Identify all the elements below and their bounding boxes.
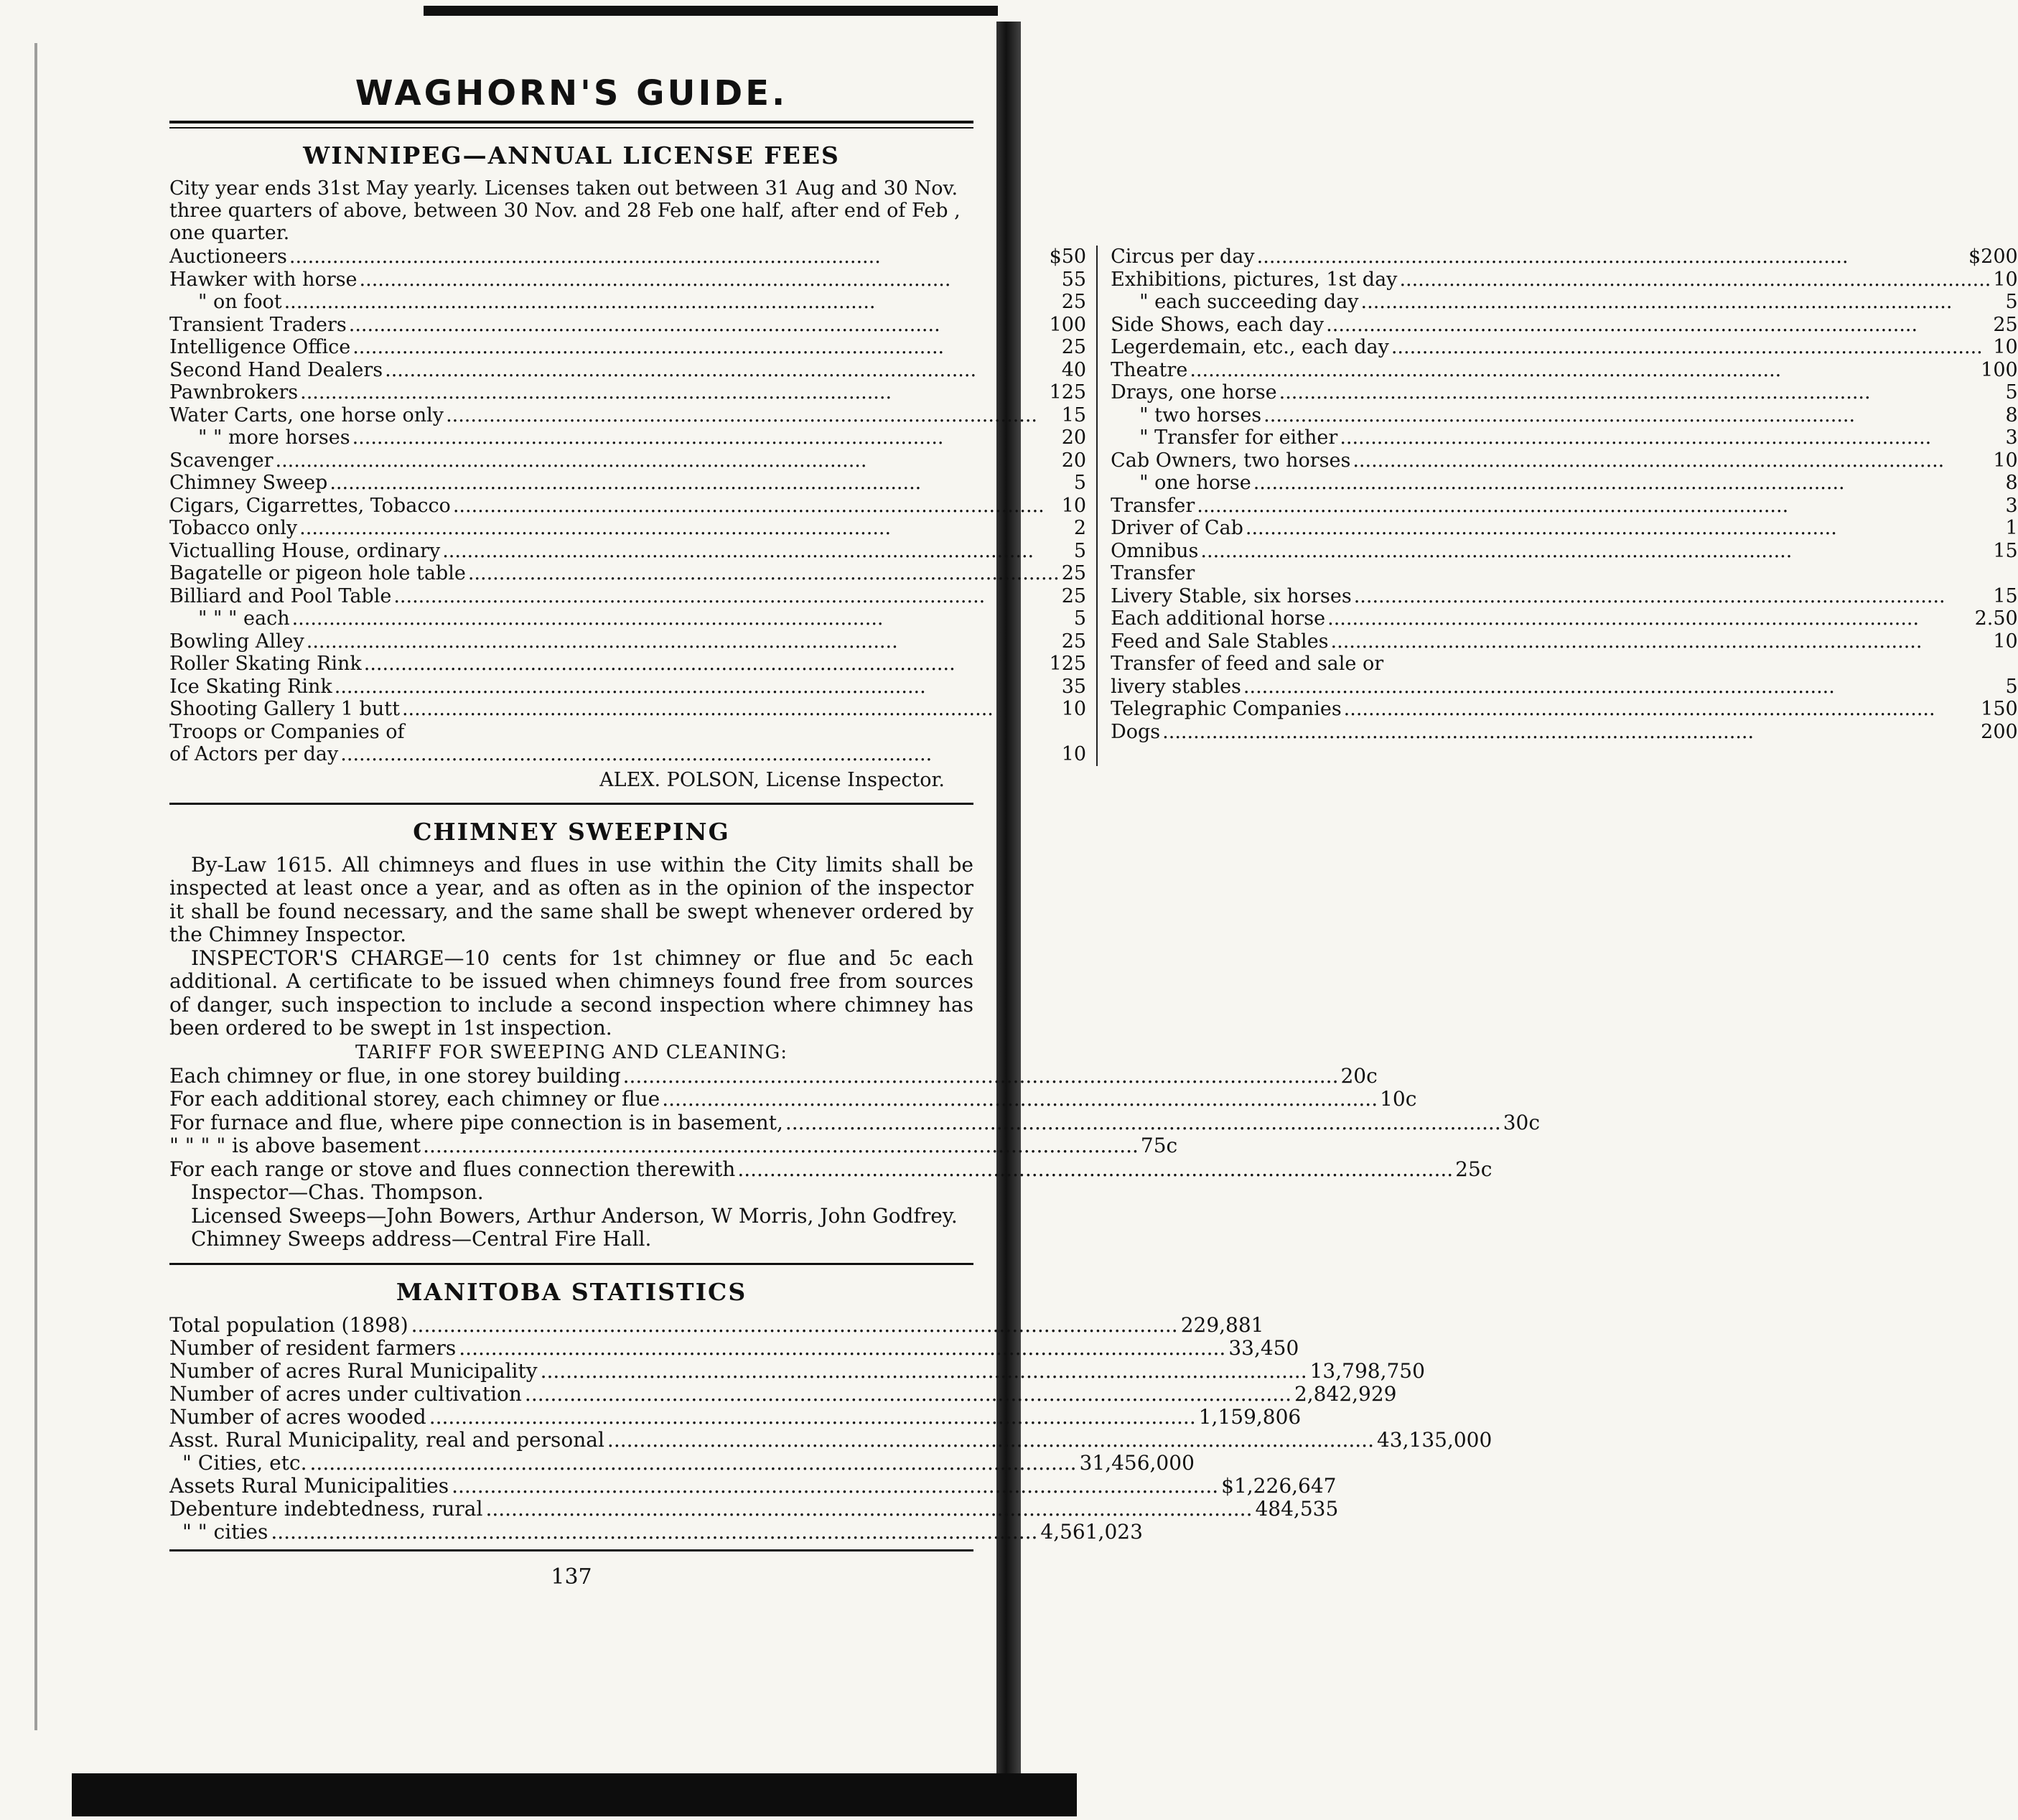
stat-value: $1,226,647: [1221, 1473, 1337, 1498]
stat-label: Number of acres wooded: [169, 1404, 426, 1429]
manitoba-heading: MANITOBA STATISTICS: [396, 1277, 747, 1306]
fee-label: Hawker with horse: [169, 268, 358, 291]
leader-dots: [1353, 449, 1991, 472]
tariff-row: [169, 1063, 1378, 1088]
fee-label: Cigars, Cigarrettes, Tobacco: [169, 494, 451, 517]
stat-value: 33,450: [1228, 1335, 1299, 1360]
fee-row: [169, 721, 1086, 744]
fee-row: [169, 426, 1086, 449]
stat-label: Assets Rural Municipalities: [169, 1473, 449, 1498]
fee-label: Dogs: [1111, 720, 1161, 743]
leader-dots: [310, 1452, 1077, 1475]
tariff-label: Each chimney or flue, in one storey building: [169, 1063, 621, 1088]
fee-row: [169, 381, 1086, 404]
fee-row: [1111, 562, 2018, 585]
tariff-label: " " " " is above basement: [169, 1134, 421, 1157]
fee-row: [1111, 404, 2018, 427]
fee-value: 15: [1993, 539, 2018, 562]
fee-label: Drays, one horse: [1111, 381, 1277, 403]
fee-label: " " " each: [198, 607, 290, 630]
leader-dots: [411, 1314, 1178, 1337]
leader-dots: [349, 314, 1047, 337]
section-rule: [169, 1263, 973, 1265]
stat-label: Debenture indebtedness, rural: [169, 1496, 483, 1521]
manitoba-stats-list: [169, 1312, 1493, 1544]
fee-row: [169, 562, 1086, 585]
fee-row: [1111, 607, 2018, 630]
fee-value: 10: [1061, 743, 1087, 765]
fee-label: Victualling House, ordinary: [169, 539, 441, 562]
fee-value: 25: [1993, 313, 2018, 336]
fee-value: 20: [1061, 449, 1087, 472]
fee-row: [169, 517, 1086, 540]
leader-dots: [1253, 472, 2004, 495]
stat-label: Number of acres Rural Municipality: [169, 1358, 538, 1383]
stat-value: 31,456,000: [1079, 1450, 1195, 1475]
fee-value: 8: [2005, 403, 2018, 426]
inspector-charge-paragraph: INSPECTOR'S CHARGE—10 cents for 1st chimney or flue and 5c each additional. A certificate to be issued when chimneys found free from sources of danger, such inspection to include a second inspection where chimney has been ordered to be swept in 1st inspection.: [169, 946, 973, 1040]
fee-row: [169, 585, 1086, 608]
leader-dots: [402, 698, 1060, 721]
leader-dots: [607, 1429, 1374, 1452]
leader-dots: [300, 381, 1047, 404]
fee-value: 2.50: [1974, 607, 2018, 630]
stat-row: [169, 1404, 1302, 1429]
leader-dots: [292, 607, 1072, 630]
stat-label: Asst. Rural Municipality, real and personal: [169, 1427, 604, 1452]
sweeps-address-line: Chimney Sweeps address—Central Fire Hall.: [191, 1227, 652, 1251]
fee-label: Omnibus: [1111, 539, 1199, 562]
fee-row: [169, 676, 1086, 699]
fee-value: 5: [1073, 607, 1087, 630]
leader-dots: [1263, 404, 2003, 427]
leader-dots: [1391, 336, 1991, 359]
fee-value: 10: [1993, 630, 2018, 653]
fee-value: 5: [1073, 472, 1087, 494]
stat-row: [169, 1335, 1299, 1360]
fee-value: 15: [1993, 584, 2018, 607]
fee-row: [1111, 246, 2018, 269]
leader-dots: [423, 1134, 1139, 1158]
fee-value: $200: [1968, 246, 2018, 268]
fee-value: 1: [2005, 517, 2018, 539]
fee-label: Second Hand Dealers: [169, 358, 383, 381]
leader-dots: [385, 359, 1060, 382]
stat-row: [169, 1519, 1143, 1544]
leader-dots: [429, 1406, 1196, 1429]
fee-row: [169, 314, 1086, 337]
footer-rule: [169, 1549, 973, 1551]
leader-dots: [446, 404, 1060, 427]
fee-label: Cab Owners, two horses: [1111, 449, 1351, 472]
fee-value: 15: [1061, 403, 1087, 426]
page-number: 137: [551, 1564, 592, 1590]
fee-label: Water Carts, one horse only: [169, 403, 444, 426]
leader-dots: [485, 1498, 1252, 1521]
fee-label: Theatre: [1111, 358, 1188, 381]
leader-dots: [299, 517, 1072, 540]
stat-value: 1,159,806: [1198, 1404, 1302, 1429]
leader-dots: [1162, 721, 1979, 744]
fee-row: [169, 472, 1086, 495]
fee-row: [169, 607, 1086, 630]
fee-row: [1111, 698, 2018, 721]
fee-label: " one horse: [1139, 472, 1251, 494]
fee-row: [169, 246, 1086, 269]
fee-value: 10: [1993, 336, 2018, 358]
scan-edge-bottom: [72, 1773, 1077, 1816]
fees-left-column: [169, 246, 1098, 766]
fee-row: [1111, 449, 2018, 472]
fee-row: [169, 404, 1086, 427]
tariff-value: 75c: [1140, 1134, 1178, 1157]
fee-value: 25: [1061, 630, 1087, 653]
tariff-row: [169, 1134, 1178, 1158]
leader-dots: [525, 1383, 1291, 1406]
license-fees-heading: WINNIPEG—ANNUAL LICENSE FEES: [303, 141, 840, 169]
chimney-heading: CHIMNEY SWEEPING: [413, 817, 730, 846]
stat-row: [169, 1473, 1337, 1498]
leader-dots: [1257, 246, 1966, 269]
fee-value: 5: [2005, 675, 2018, 698]
fee-value: 25: [1061, 584, 1087, 607]
fee-row: [169, 743, 1086, 766]
leader-dots: [1327, 607, 1972, 630]
stat-value: 43,135,000: [1376, 1427, 1493, 1452]
fee-row: [1111, 585, 2018, 608]
fee-value: 100: [1049, 313, 1087, 336]
leader-dots: [1197, 495, 2003, 518]
leader-dots: [393, 585, 1059, 608]
fee-label: of Actors per day: [169, 743, 339, 765]
leader-dots: [737, 1158, 1453, 1182]
license-fees-intro: City year ends 31st May yearly. Licenses taken out between 31 Aug and 30 Nov. three quarters of above, between 30 Nov. and 28 Feb one half, after end of Feb , one quarter.: [169, 177, 961, 244]
stat-row: [169, 1427, 1493, 1452]
leader-dots: [364, 653, 1047, 676]
fee-label: Circus per day: [1111, 246, 1255, 268]
leader-dots: [289, 246, 1047, 269]
fee-row: [169, 698, 1086, 721]
fee-row: [1111, 540, 2018, 563]
tariff-row: [169, 1087, 1417, 1111]
leader-dots: [1190, 359, 1979, 382]
fee-value: 100: [1981, 358, 2018, 381]
leader-dots: [1399, 269, 1991, 291]
fee-row: [1111, 653, 2018, 676]
chimney-bylaw-paragraph: By-Law 1615. All chimneys and flues in use within the City limits shall be inspected at least once a year, and as often as in the opinion of the inspector it shall be found necessary, and the same shall be swept whenever ordered by the Chimney Inspector.: [169, 852, 973, 946]
stat-value: 484,535: [1255, 1496, 1339, 1521]
tariff-value: 30c: [1503, 1110, 1541, 1134]
section-rule: [169, 803, 973, 805]
fee-label: Livery Stable, six horses: [1111, 584, 1352, 607]
fee-row: [1111, 381, 2018, 404]
scan-edge-left: [34, 43, 37, 1730]
fee-value: 8: [2005, 472, 2018, 494]
fee-label: Transfer: [1111, 562, 1195, 584]
stat-value: 4,561,023: [1040, 1519, 1143, 1544]
fee-row: [169, 449, 1086, 472]
fee-row: [1111, 336, 2018, 359]
fee-value: $50: [1049, 246, 1087, 268]
fee-label: Bowling Alley: [169, 630, 304, 653]
stat-value: 229,881: [1180, 1312, 1264, 1337]
leader-dots: [785, 1111, 1501, 1135]
fee-row: [169, 359, 1086, 382]
fee-label: Each additional horse: [1111, 607, 1326, 630]
fee-row: [1111, 676, 2018, 699]
stat-value: 2,842,929: [1294, 1381, 1397, 1406]
fee-row: [169, 540, 1086, 563]
fee-value: 10: [1993, 268, 2018, 291]
fee-label: Shooting Gallery 1 butt: [169, 698, 400, 720]
fee-label: " each succeeding day: [1139, 291, 1359, 313]
fee-row: [1111, 517, 2018, 540]
tariff-value: 25c: [1455, 1157, 1493, 1181]
fee-value: 35: [1061, 675, 1087, 698]
fee-row: [1111, 630, 2018, 653]
tariff-label: For each range or stove and flues connection therewith: [169, 1157, 736, 1181]
stat-row: [169, 1312, 1264, 1337]
fee-label: Billiard and Pool Table: [169, 584, 392, 607]
fee-value: 40: [1061, 358, 1087, 381]
fee-label: Transient Traders: [169, 313, 347, 336]
fee-row: [1111, 495, 2018, 518]
fee-value: 125: [1049, 653, 1087, 675]
leader-dots: [662, 1088, 1378, 1111]
fees-right-column: [1098, 246, 2018, 766]
fee-label: Troops or Companies of: [169, 720, 405, 743]
fee-value: 10: [1061, 494, 1087, 517]
fee-value: 20: [1061, 426, 1087, 449]
licensed-sweeps-line: Licensed Sweeps—John Bowers, Arthur Anderson, W Morris, John Godfrey.: [191, 1203, 958, 1228]
inspector-line: Inspector—Chas. Thompson.: [191, 1180, 484, 1204]
fee-row: [1111, 269, 2018, 291]
tariff-value: 10c: [1380, 1087, 1417, 1111]
fee-label: " Transfer for either: [1139, 426, 1338, 449]
fee-label: Legerdemain, etc., each day: [1111, 336, 1389, 358]
fee-label: Pawnbrokers: [169, 381, 299, 403]
leader-dots: [1200, 540, 1991, 563]
fee-value: 55: [1061, 268, 1087, 291]
stat-label: Number of acres under cultivation: [169, 1381, 522, 1406]
stat-row: [169, 1450, 1195, 1475]
stat-value: 13,798,750: [1309, 1358, 1425, 1383]
leader-dots: [442, 540, 1072, 563]
fee-label: livery stables: [1111, 675, 1241, 698]
leader-dots: [1344, 698, 1979, 721]
leader-dots: [284, 291, 1060, 314]
leader-dots: [541, 1360, 1307, 1383]
leader-dots: [360, 269, 1060, 291]
fee-value: 25: [1061, 291, 1087, 313]
leader-dots: [276, 449, 1060, 472]
tariff-list: [169, 1063, 1541, 1182]
fee-label: " " more horses: [198, 426, 350, 449]
leader-dots: [1361, 291, 2004, 314]
fee-value: 150: [1981, 698, 2018, 720]
fee-row: [169, 269, 1086, 291]
fee-row: [1111, 472, 2018, 495]
fee-row: [169, 630, 1086, 653]
leader-dots: [1279, 381, 2004, 404]
leader-dots: [330, 472, 1072, 495]
leader-dots: [1340, 426, 2003, 449]
fee-label: Driver of Cab: [1111, 517, 1243, 539]
fee-label: Scavenger: [169, 449, 274, 472]
tariff-row: [169, 1110, 1541, 1135]
fee-value: 3: [2005, 426, 2018, 449]
leader-dots: [623, 1065, 1339, 1088]
leader-dots: [459, 1337, 1225, 1360]
fee-row: [169, 495, 1086, 518]
fee-value: 10: [1061, 698, 1087, 720]
stat-row: [169, 1381, 1397, 1406]
stat-label: Number of resident farmers: [169, 1335, 457, 1360]
fee-row: [1111, 359, 2018, 382]
fee-label: " on foot: [198, 291, 282, 313]
fee-value: 2: [1073, 517, 1087, 539]
fee-label: Tobacco only: [169, 517, 298, 539]
leader-dots: [1326, 314, 1991, 337]
tariff-heading: TARIFF FOR SWEEPING AND CLEANING:: [355, 1041, 788, 1063]
leader-dots: [1331, 630, 1991, 653]
stat-label: " " cities: [182, 1519, 268, 1544]
scan-edge-top: [424, 6, 998, 16]
stat-label: " Cities, etc.: [182, 1450, 307, 1475]
fee-label: Telegraphic Companies: [1111, 698, 1342, 720]
page-content: [169, 72, 2018, 1590]
leader-dots: [307, 630, 1060, 653]
fee-label: Exhibitions, pictures, 1st day: [1111, 268, 1398, 291]
fee-label: Ice Skating Rink: [169, 675, 332, 698]
fee-row: [169, 653, 1086, 676]
fee-value: 125: [1049, 381, 1087, 403]
leader-dots: [352, 336, 1060, 359]
fee-row: [1111, 314, 2018, 337]
tariff-value: 20c: [1340, 1063, 1378, 1088]
fee-label: Roller Skating Rink: [169, 653, 362, 675]
license-fee-table: [169, 246, 2018, 766]
fee-value: 25: [1061, 336, 1087, 358]
leader-dots: [453, 495, 1060, 518]
fee-row: [169, 291, 1086, 314]
leader-dots: [340, 743, 1059, 766]
leader-dots: [1354, 585, 1991, 608]
tariff-label: For furnace and flue, where pipe connection is in basement,: [169, 1110, 783, 1134]
fee-row: [1111, 291, 2018, 314]
fee-row: [1111, 721, 2018, 744]
fee-row: [169, 336, 1086, 359]
fee-label: " two horses: [1139, 403, 1262, 426]
fee-value: 5: [2005, 291, 2018, 313]
title-rule: [169, 121, 973, 129]
leader-dots: [1243, 676, 2004, 699]
fee-row: [1111, 426, 2018, 449]
leader-dots: [452, 1475, 1218, 1498]
stat-row: [169, 1496, 1339, 1521]
fee-value: 25: [1061, 562, 1087, 584]
fee-value: 10: [1993, 449, 2018, 472]
license-inspector-signature: ALEX. POLSON, License Inspector.: [599, 768, 945, 791]
stat-row: [169, 1358, 1425, 1383]
leader-dots: [271, 1521, 1037, 1544]
fee-value: 200: [1981, 720, 2018, 743]
tariff-row: [169, 1157, 1493, 1182]
fee-label: Intelligence Office: [169, 336, 351, 358]
fee-label: Feed and Sale Stables: [1111, 630, 1329, 653]
stat-label: Total population (1898): [169, 1312, 408, 1337]
fee-label: Auctioneers: [169, 246, 287, 268]
leader-dots: [1246, 517, 2004, 540]
leader-dots: [335, 676, 1060, 699]
page-title: WAGHORN'S GUIDE.: [355, 73, 788, 113]
leader-dots: [352, 426, 1060, 449]
tariff-label: For each additional storey, each chimney or flue: [169, 1087, 660, 1111]
fee-value: 5: [1073, 539, 1087, 562]
fee-label: Side Shows, each day: [1111, 313, 1325, 336]
fee-value: 3: [2005, 494, 2018, 517]
fee-label: Chimney Sweep: [169, 472, 328, 494]
fee-label: Transfer of feed and sale or: [1111, 653, 1384, 675]
fee-label: Bagatelle or pigeon hole table: [169, 562, 466, 584]
fee-label: Transfer: [1111, 494, 1195, 517]
leader-dots: [468, 562, 1060, 585]
fee-value: 5: [2005, 381, 2018, 403]
